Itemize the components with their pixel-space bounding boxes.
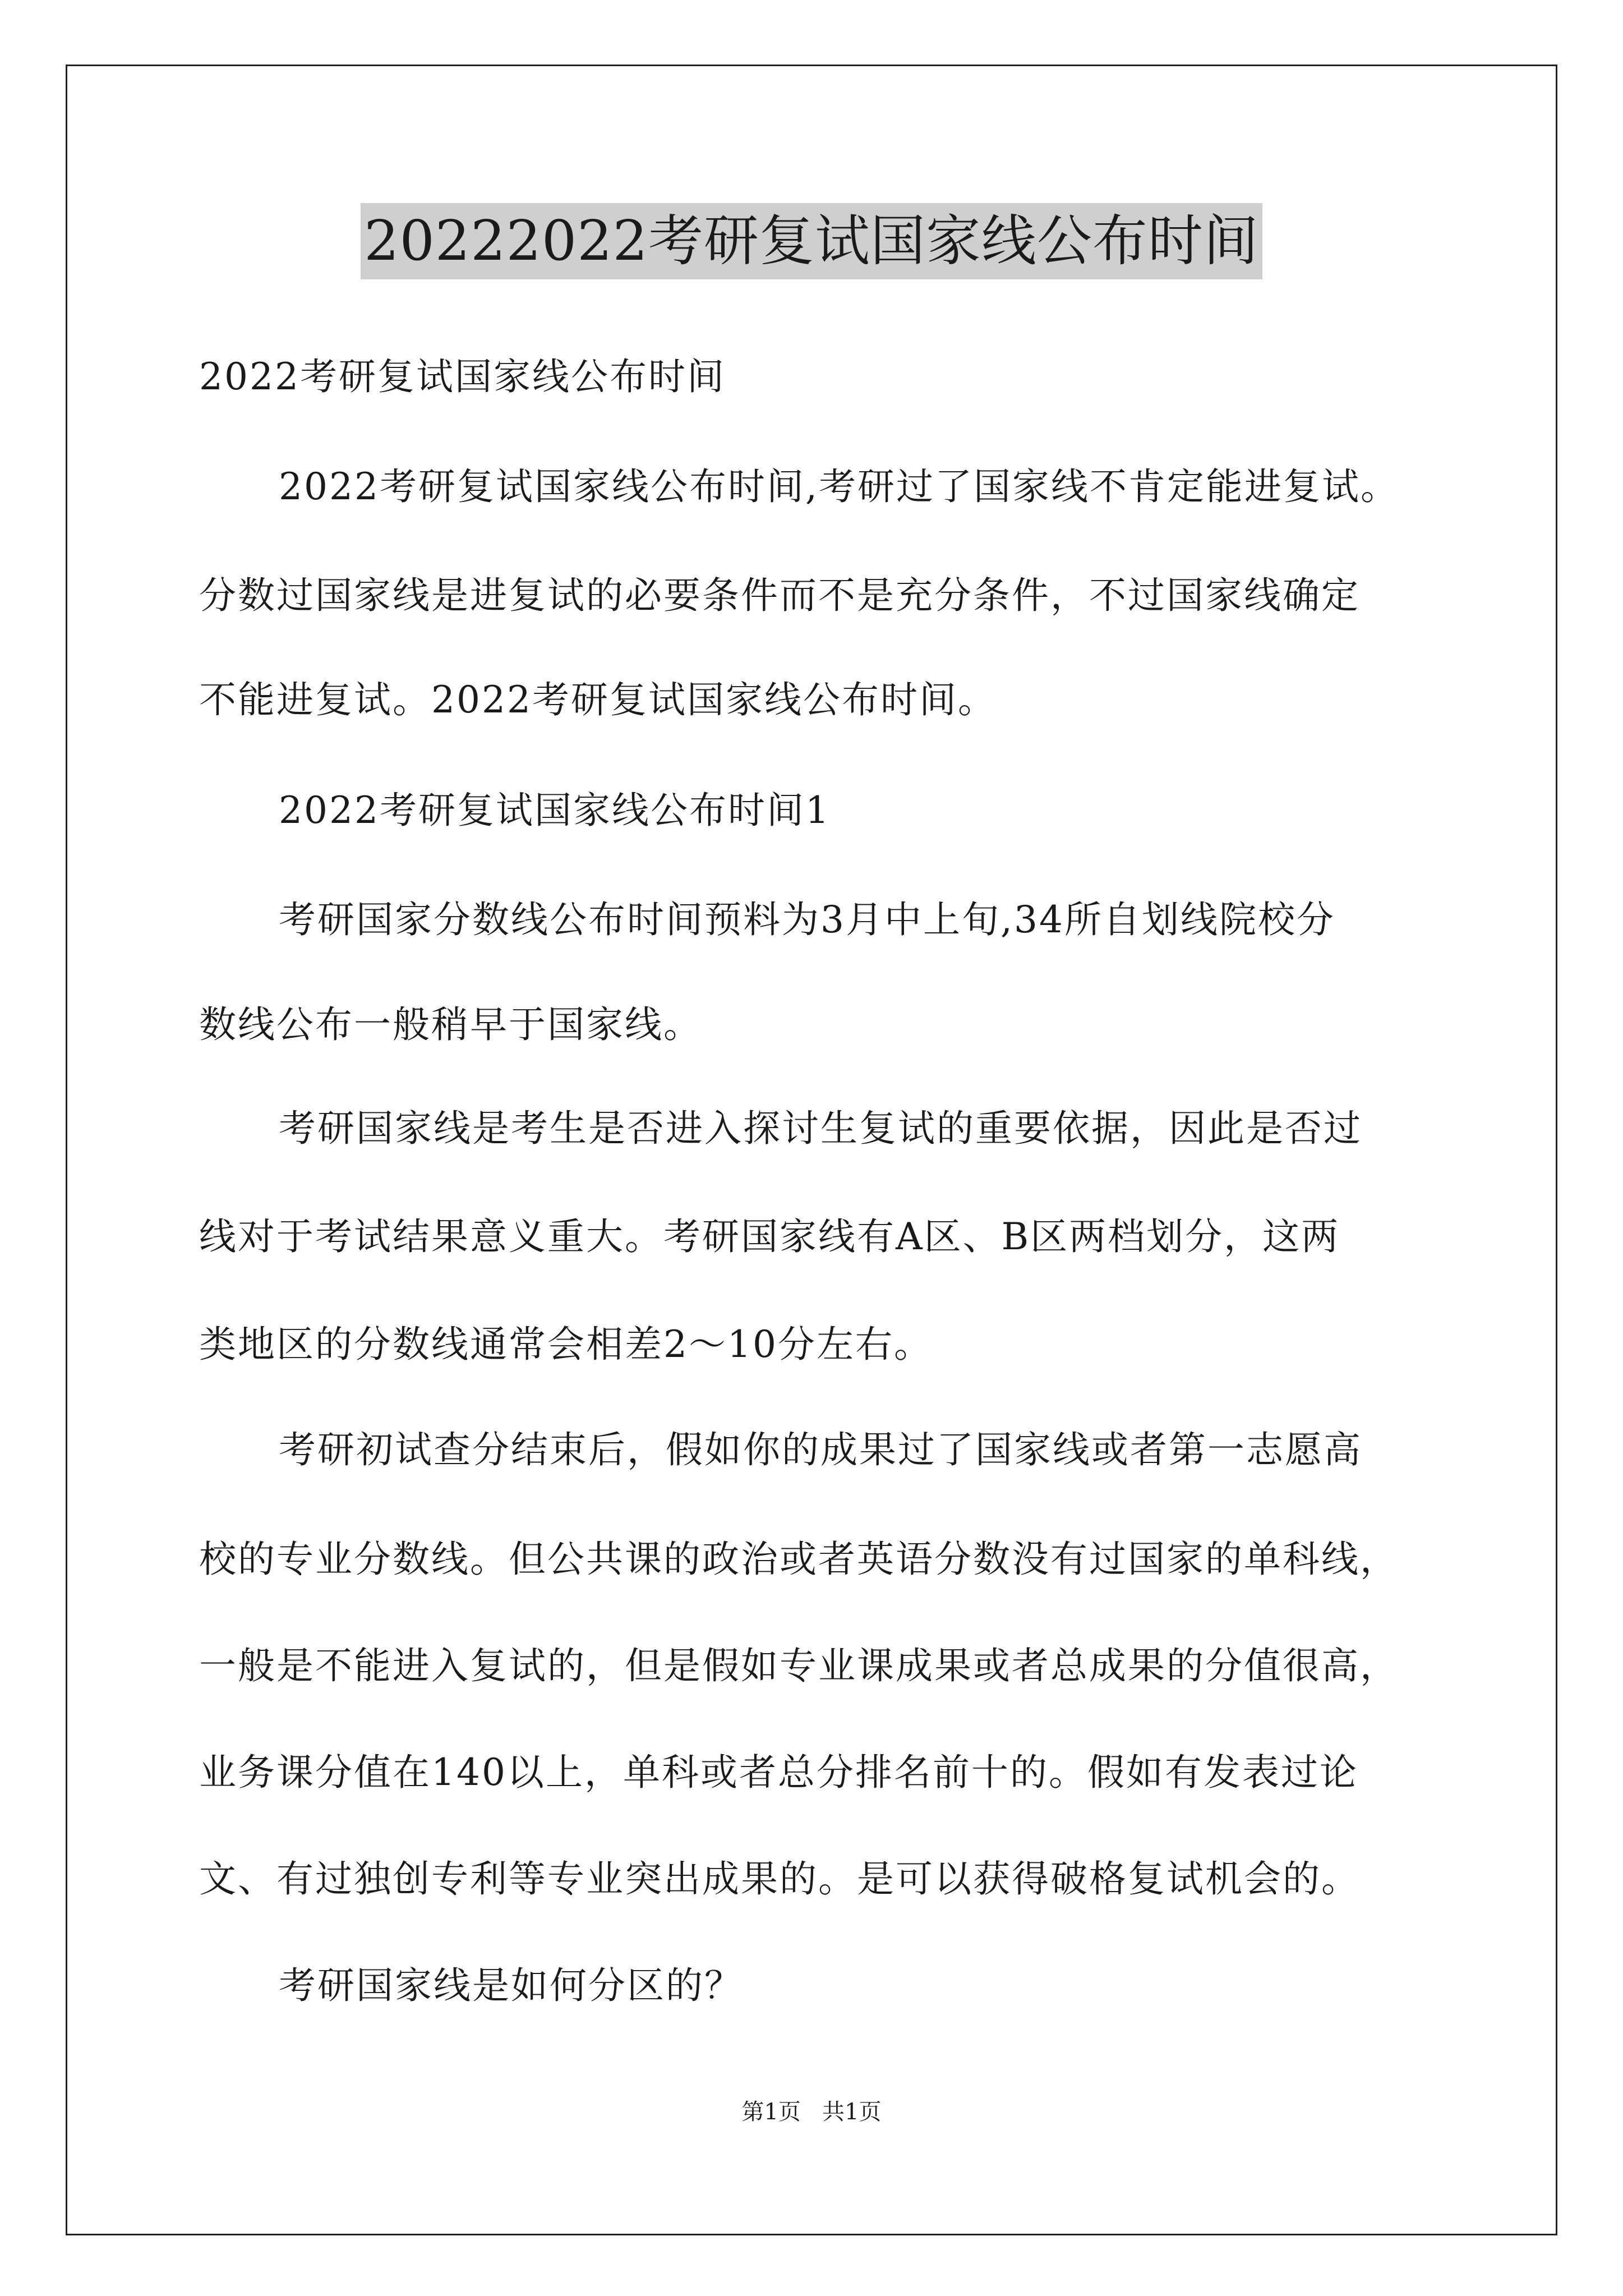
text-line: 类地区的分数线通常会相差2～10分左右。 [199, 1323, 933, 1366]
text-line: 考研国家分数线公布时间预料为3月中上旬,34所自划线院校分 [279, 898, 1335, 941]
text-line: 校的专业分数线。但公共课的政治或者英语分数没有过国家的单科线， [199, 1538, 1399, 1581]
text-line: 分数过国家线是进复试的必要条件而不是充分条件，不过国家线确定 [199, 574, 1360, 617]
text-line: 考研初试查分结束后，假如你的成果过了国家线或者第一志愿高 [279, 1428, 1362, 1471]
document-title: 20222022考研复试国家线公布时间 [361, 203, 1262, 279]
text-line: 考研国家线是如何分区的？ [279, 1964, 743, 2007]
text-line: 2022考研复试国家线公布时间 [199, 355, 726, 398]
text-line: 考研国家线是考生是否进入探讨生复试的重要依据，因此是否过 [279, 1107, 1362, 1150]
text-line: 业务课分值在140以上，单科或者总分排名前十的。假如有发表过论 [199, 1751, 1358, 1794]
text-line: 一般是不能进入复试的，但是假如专业课成果或者总成果的分值很高， [199, 1644, 1399, 1687]
text-line: 文、有过独创专利等专业突出成果的。是可以获得破格复试机会的。 [199, 1857, 1360, 1901]
text-line: 2022考研复试国家线公布时间,考研过了国家线不肯定能进复试。 [279, 465, 1399, 508]
page-footer: 第1页 共1页 [741, 2099, 882, 2125]
text-line: 不能进复试。2022考研复试国家线公布时间。 [199, 678, 997, 721]
text-line: 数线公布一般稍早于国家线。 [199, 1003, 702, 1046]
title-container [0, 203, 1623, 279]
text-line: 线对于考试结果意义重大。考研国家线有A区、B区两档划分，这两 [199, 1215, 1340, 1258]
text-line: 2022考研复试国家线公布时间1 [279, 789, 831, 832]
